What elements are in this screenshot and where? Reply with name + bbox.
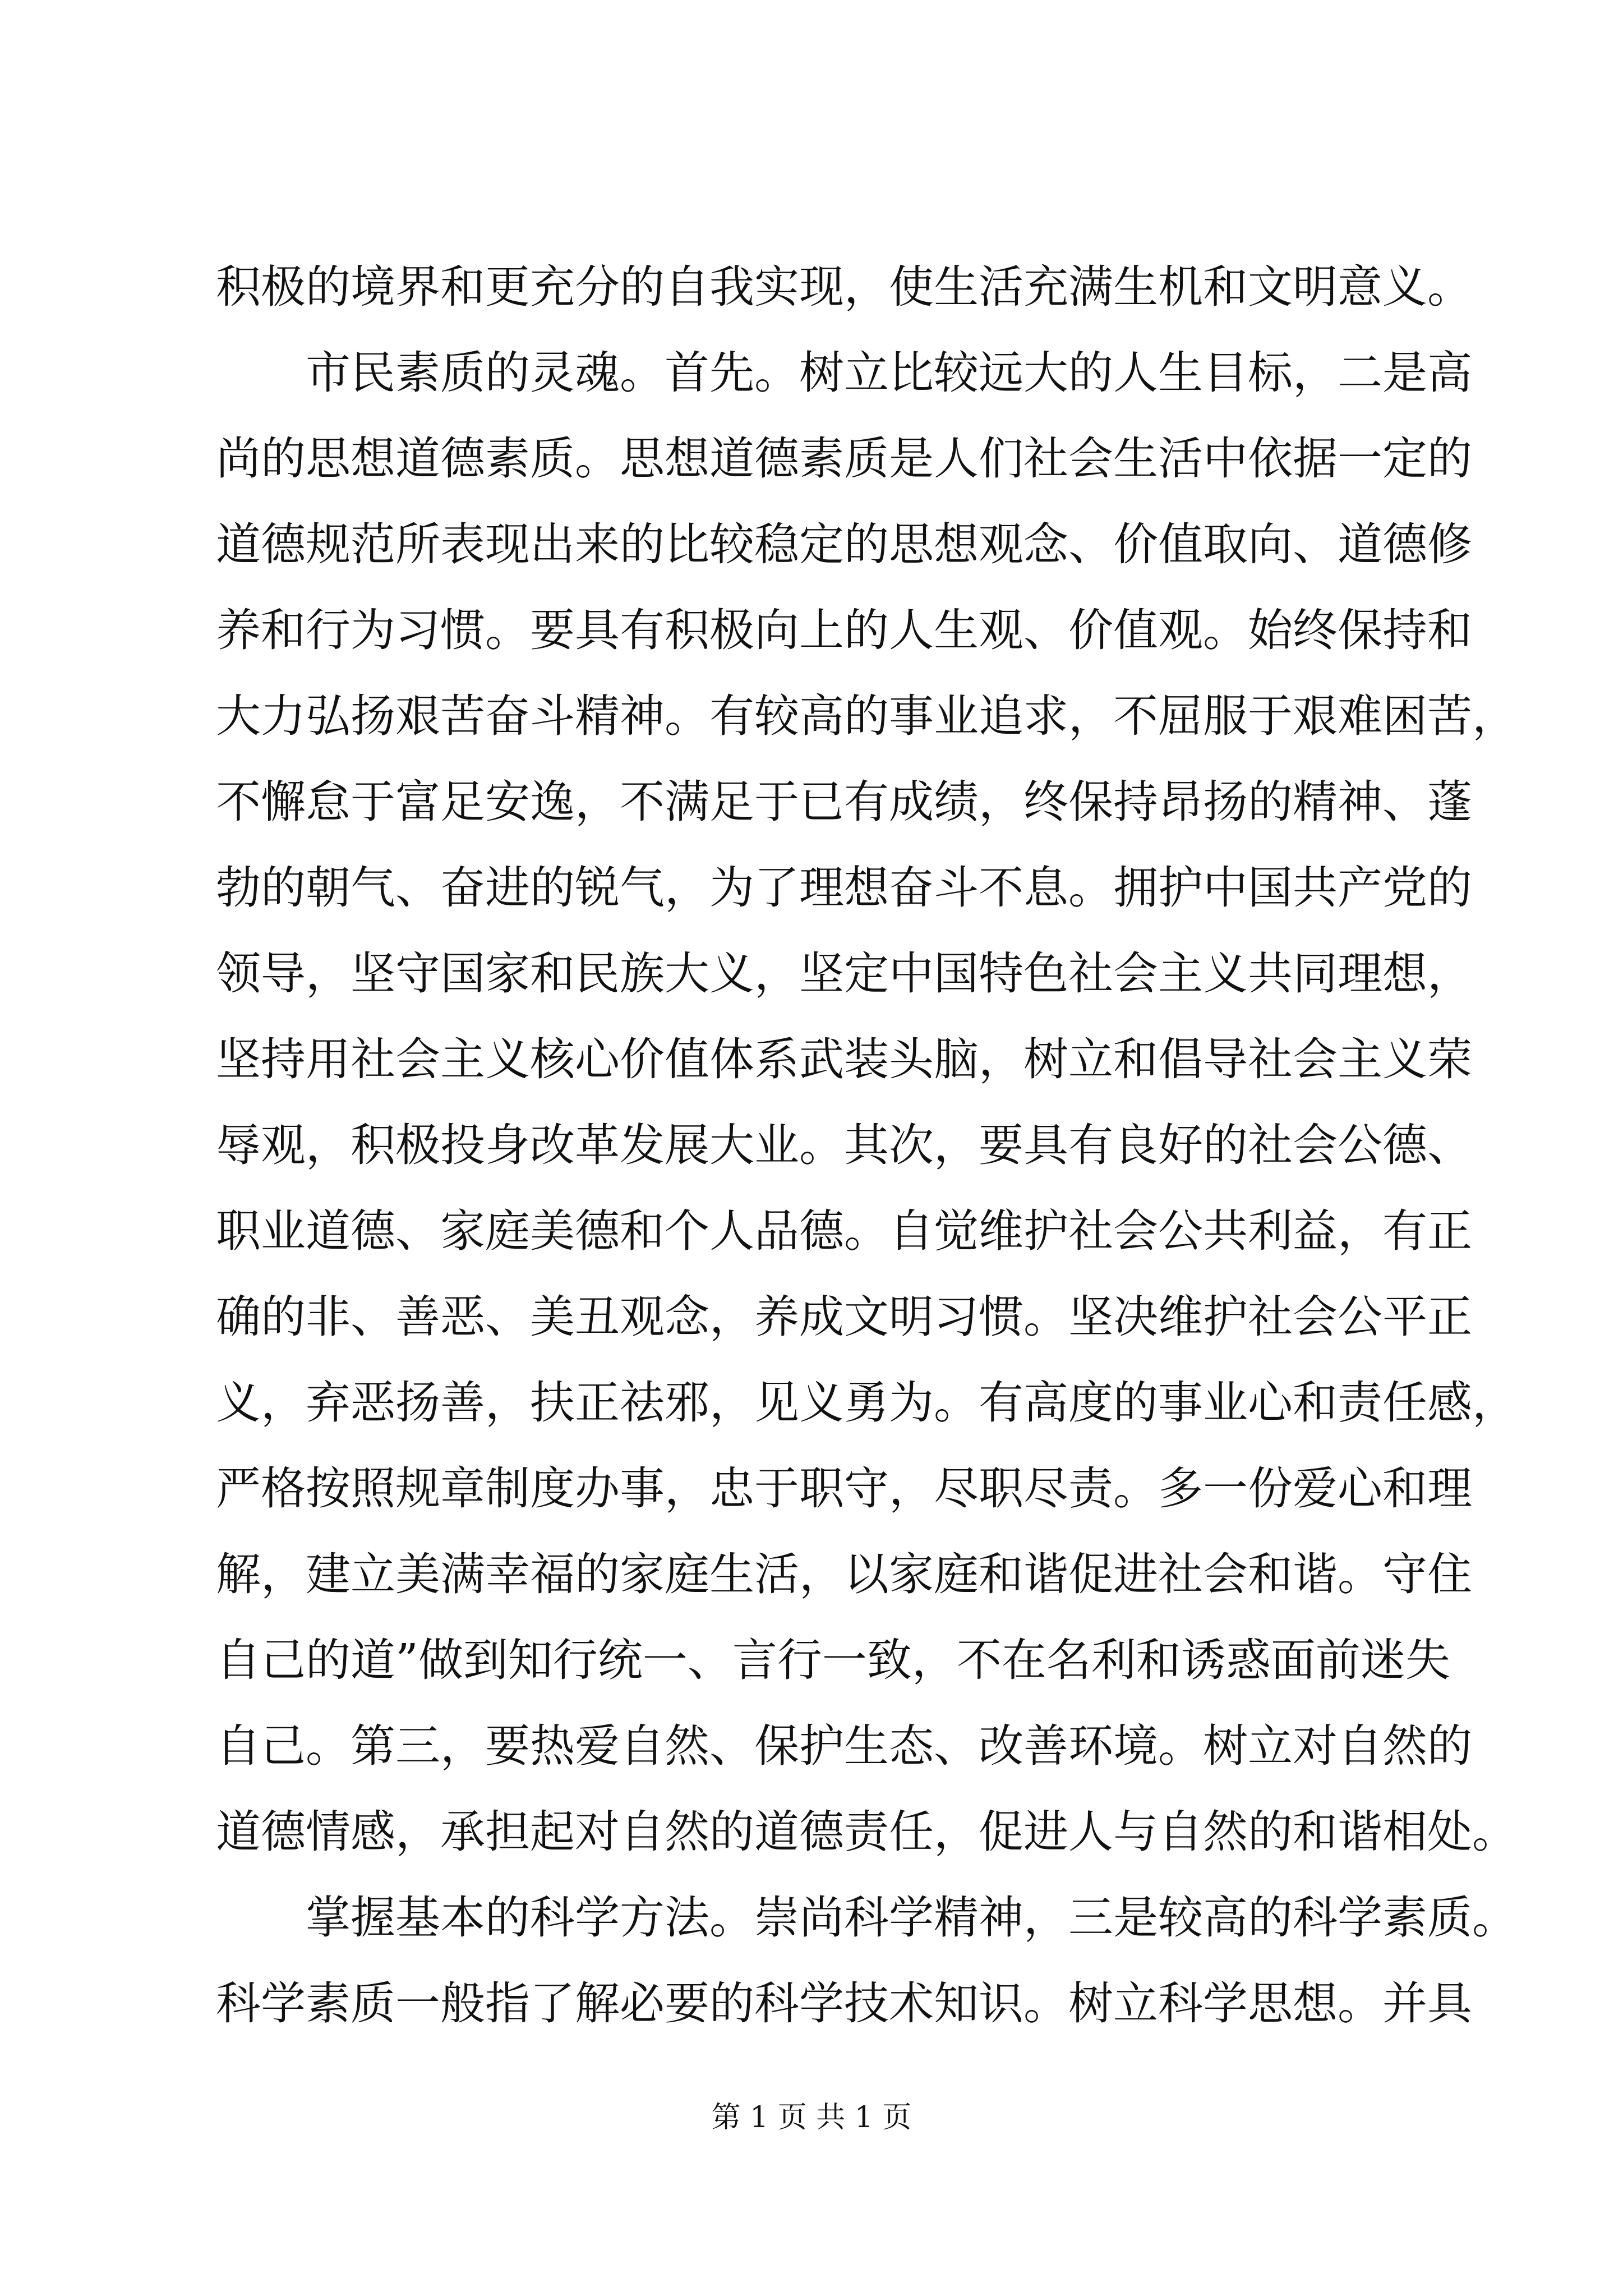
text-line: 勃的朝气、奋进的锐气，为了理想奋斗不息。拥护中国共产党的 [216, 862, 1472, 914]
text-line: 领导，坚守国家和民族大义，坚定中国特色社会主义共同理想， [216, 947, 1472, 1000]
text-line: 解，建立美满幸福的家庭生活，以家庭和谐促进社会和谐。守住 [216, 1548, 1472, 1600]
text-line: 自己的道”做到知行统一、言行一致，不在名利和诱惑面前迷失 [216, 1634, 1450, 1686]
text-line: 职业道德、家庭美德和个人品德。自觉维护社会公共利益，有正 [216, 1205, 1472, 1257]
page-number-footer: 第 1 页 共 1 页 [711, 2101, 912, 2134]
text-line: 坚持用社会主义核心价值体系武装头脑，树立和倡导社会主义荣 [216, 1033, 1472, 1085]
text-line: 义，弃恶扬善，扶正祛邪，见义勇为。有高度的事业心和责任感， [216, 1377, 1517, 1429]
text-line: 辱观，积极投身改革发展大业。其次，要具有良好的社会公德、 [216, 1119, 1472, 1171]
text-line: 道德情感，承担起对自然的道德责任，促进人与自然的和谐相处。 [216, 1806, 1517, 1858]
text-line: 市民素质的灵魂。首先。树立比较远大的人生目标，二是高 [306, 347, 1472, 399]
text-line: 养和行为习惯。要具有积极向上的人生观、价值观。始终保持和 [216, 604, 1472, 656]
text-line: 严格按照规章制度办事，忠于职守，尽职尽责。多一份爱心和理 [216, 1462, 1472, 1515]
text-line: 尚的思想道德素质。思想道德素质是人们社会生活中依据一定的 [216, 432, 1472, 485]
text-line: 大力弘扬艰苦奋斗精神。有较高的事业追求，不屈服于艰难困苦， [216, 690, 1517, 742]
text-line: 科学素质一般指了解必要的科学技术知识。树立科学思想。并具 [216, 1977, 1472, 2030]
text-line: 自己。第三，要热爱自然、保护生态、改善环境。树立对自然的 [216, 1720, 1472, 1772]
text-line: 确的非、善恶、美丑观念，养成文明习惯。坚决维护社会公平正 [216, 1291, 1472, 1343]
text-line: 掌握基本的科学方法。崇尚科学精神，三是较高的科学素质。 [306, 1892, 1517, 1944]
text-line: 不懈怠于富足安逸，不满足于已有成绩，终保持昂扬的精神、蓬 [216, 776, 1472, 828]
text-line: 道德规范所表现出来的比较稳定的思想观念、价值取向、道德修 [216, 518, 1472, 570]
text-line: 积极的境界和更充分的自我实现，使生活充满生机和文明意义。 [216, 261, 1472, 313]
